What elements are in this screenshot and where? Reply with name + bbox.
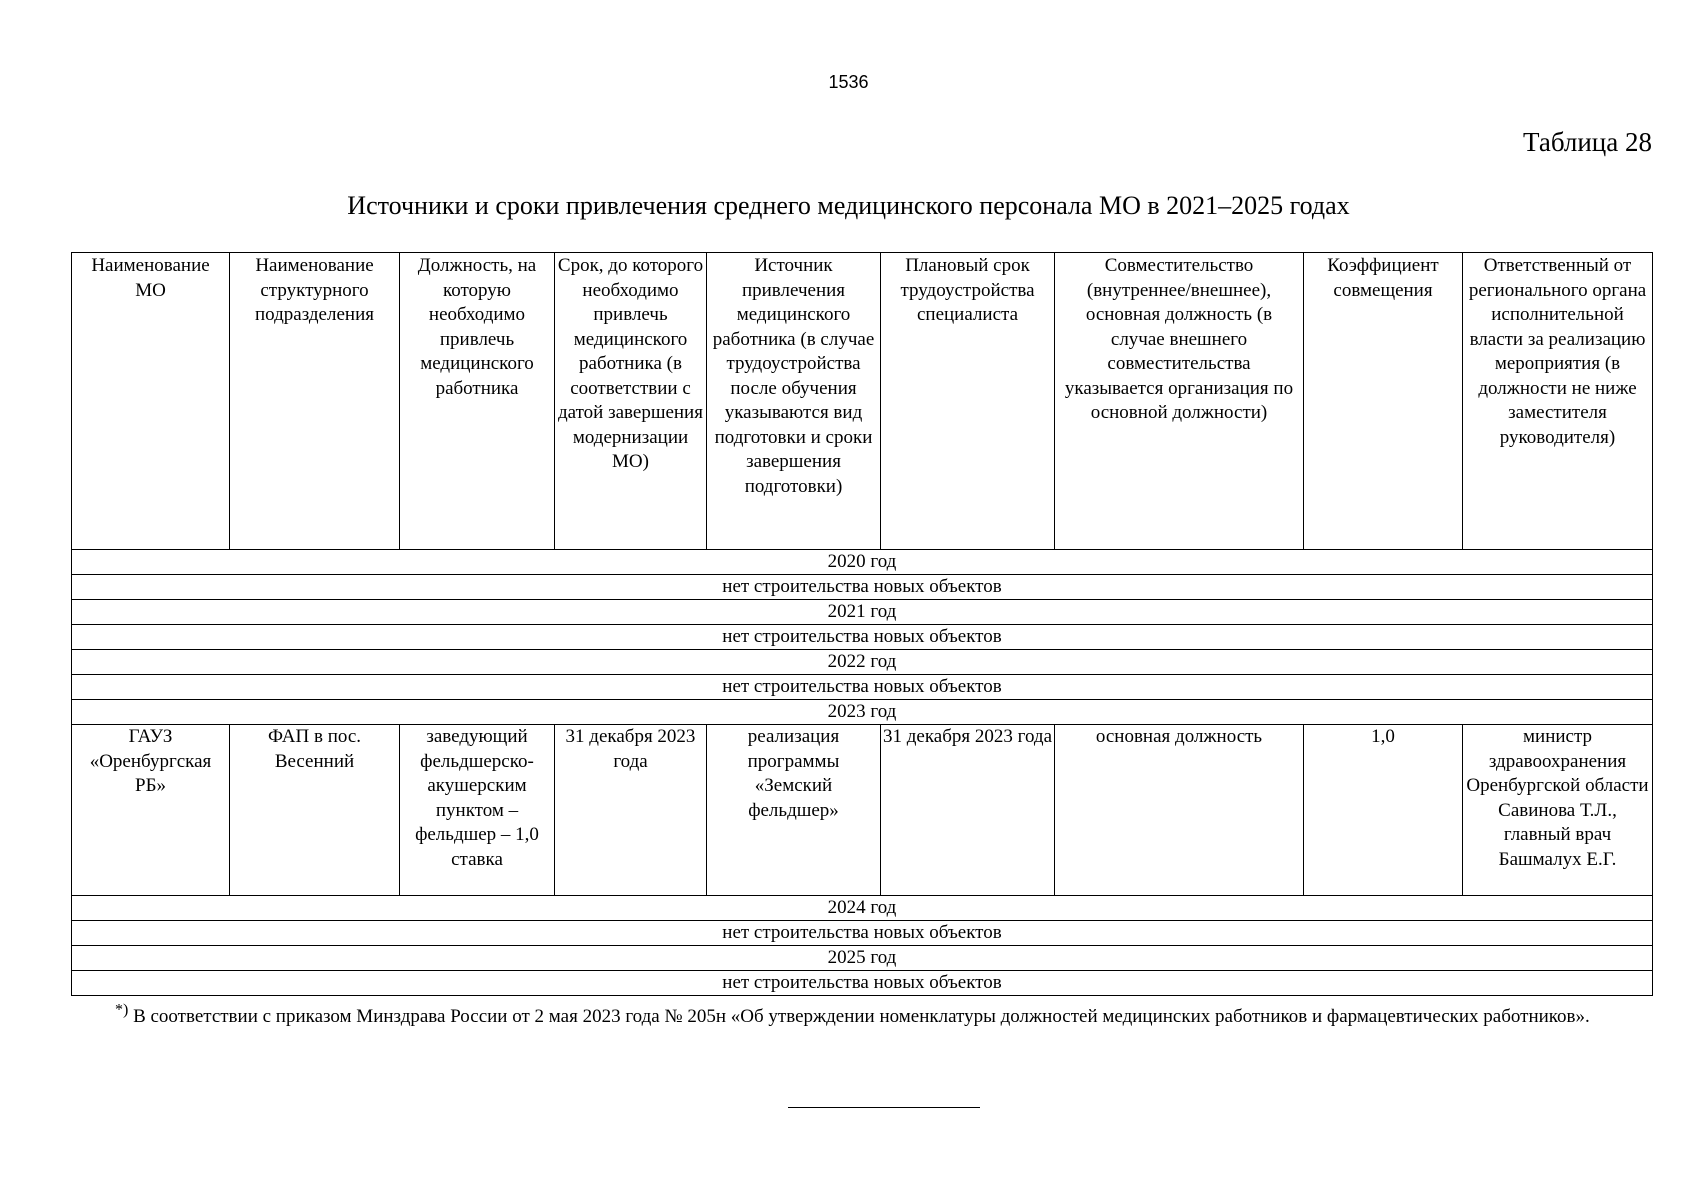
year-label: 2020 год bbox=[72, 550, 1653, 575]
no-construction-note: нет строительства новых объектов bbox=[72, 971, 1653, 996]
table-label: Таблица 28 bbox=[1523, 127, 1652, 157]
year-row bbox=[72, 550, 1653, 575]
cell-mo-name: ГАУЗ «Оренбургская РБ» bbox=[72, 725, 230, 896]
cell-responsible: министр здравоохранения Оренбургской области Савинова Т.Л., главный врач Башмалух Е.Г. bbox=[1463, 725, 1653, 896]
header-cell: Ответственный от регионального органа исполнительной власти за реализацию мероприятия (в должности не ниже заместителя руководителя) bbox=[1463, 253, 1653, 550]
footnote bbox=[115, 1001, 1652, 1030]
cell-combination: основная должность bbox=[1055, 725, 1304, 896]
page-number: 1536 bbox=[828, 72, 869, 92]
cell-source: реализация программы «Земский фельдшер» bbox=[707, 725, 881, 896]
year-row bbox=[72, 946, 1653, 971]
year-row bbox=[72, 650, 1653, 675]
year-label: 2022 год bbox=[72, 650, 1653, 675]
note-row bbox=[72, 971, 1653, 996]
year-row bbox=[72, 896, 1653, 921]
header-cell: Источник привлечения медицинского работника (в случае трудоустройства после обучения указываются вид подготовки и сроки завершения подготовки) bbox=[707, 253, 881, 550]
year-label: 2025 год bbox=[72, 946, 1653, 971]
cell-subdivision: ФАП в пос. Весенний bbox=[230, 725, 400, 896]
closing-rule bbox=[788, 1107, 980, 1108]
year-label: 2021 год bbox=[72, 600, 1653, 625]
year-label: 2024 год bbox=[72, 896, 1653, 921]
footnote-text: В соответствии с приказом Минздрава России от 2 мая 2023 года № 205н «Об утверждении номенклатуры должностей медицинских работников и фармацевтических работников». bbox=[133, 1006, 1590, 1027]
note-row bbox=[72, 575, 1653, 600]
no-construction-note: нет строительства новых объектов bbox=[72, 575, 1653, 600]
staffing-table bbox=[71, 252, 1653, 996]
no-construction-note: нет строительства новых объектов bbox=[72, 625, 1653, 650]
table-row bbox=[72, 725, 1653, 896]
page-title: Источники и сроки привлечения среднего медицинского персонала МО в 2021–2025 годах bbox=[347, 191, 1350, 220]
note-row bbox=[72, 675, 1653, 700]
no-construction-note: нет строительства новых объектов bbox=[72, 921, 1653, 946]
header-cell: Наименование МО bbox=[72, 253, 230, 550]
year-label: 2023 год bbox=[72, 700, 1653, 725]
cell-position: заведующий фельдшерско-акушерским пунктом – фельдшер – 1,0 ставка bbox=[400, 725, 555, 896]
cell-coefficient: 1,0 bbox=[1304, 725, 1463, 896]
header-cell: Плановый срок трудоустройства специалиста bbox=[881, 253, 1055, 550]
year-row bbox=[72, 700, 1653, 725]
header-cell: Коэффициент совмещения bbox=[1304, 253, 1463, 550]
footnote-mark: *) bbox=[115, 1001, 129, 1019]
cell-planned-date: 31 декабря 2023 года bbox=[881, 725, 1055, 896]
header-cell: Совместительство (внутреннее/внешнее), основная должность (в случае внешнего совместительства указывается организация по основной должности) bbox=[1055, 253, 1304, 550]
cell-deadline: 31 декабря 2023 года bbox=[555, 725, 707, 896]
header-cell: Должность, на которую необходимо привлечь медицинского работника bbox=[400, 253, 555, 550]
note-row bbox=[72, 921, 1653, 946]
no-construction-note: нет строительства новых объектов bbox=[72, 675, 1653, 700]
header-cell: Наименование структурного подразделения bbox=[230, 253, 400, 550]
year-row bbox=[72, 600, 1653, 625]
header-cell: Срок, до которого необходимо привлечь медицинского работника (в соответствии с датой завершения модернизации МО) bbox=[555, 253, 707, 550]
note-row bbox=[72, 625, 1653, 650]
header-row bbox=[72, 253, 1653, 550]
